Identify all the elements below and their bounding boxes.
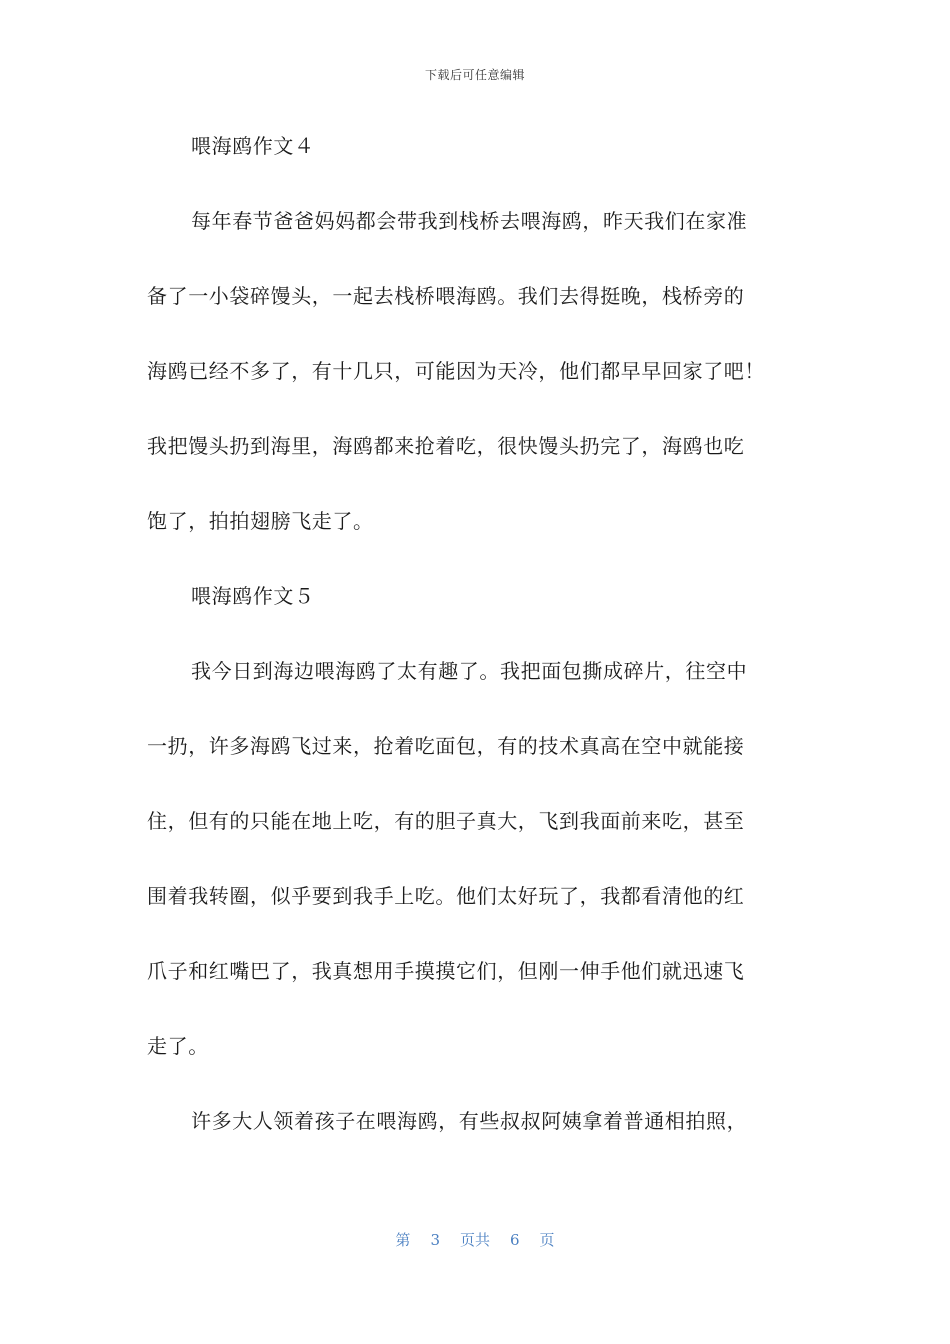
page-header-note: 下载后可任意编辑 <box>424 68 525 82</box>
paragraph-line: 许多大人领着孩子在喂海鸥，有些叔叔阿姨拿着普通相拍照， <box>191 1109 748 1133</box>
document-body <box>147 126 797 1176</box>
paragraph-line: 走了。 <box>147 1034 209 1058</box>
footer-page-number: 3 <box>430 1231 440 1249</box>
paragraph-line: 一扔，许多海鸥飞过来，抢着吃面包，有的技术真高在空中就能接 <box>147 734 745 758</box>
paragraph-line: 围着我转圈，似乎要到我手上吃。他们太好玩了，我都看清他的红 <box>147 884 745 908</box>
footer-middle: 页共 <box>459 1231 490 1249</box>
footer-prefix: 第 <box>395 1231 411 1249</box>
page-footer <box>0 1229 950 1250</box>
paragraph-line: 备了一小袋碎馒头，一起去栈桥喂海鸥。我们去得挺晚，栈桥旁的 <box>147 284 745 308</box>
paragraph-line: 我把馒头扔到海里，海鸥都来抢着吃，很快馒头扔完了，海鸥也吃 <box>147 434 745 458</box>
section-title-4: 喂海鸥作文４ <box>191 134 315 158</box>
footer-suffix: 页 <box>539 1231 555 1249</box>
paragraph-line: 住，但有的只能在地上吃，有的胆子真大，飞到我面前来吃，甚至 <box>147 809 745 833</box>
paragraph-line: 爪子和红嘴巴了，我真想用手摸摸它们，但刚一伸手他们就迅速飞 <box>147 959 745 983</box>
paragraph-line: 海鸥已经不多了，有十几只，可能因为天冷，他们都早早回家了吧！ <box>147 359 765 383</box>
paragraph-line: 饱了，拍拍翅膀飞走了。 <box>147 509 374 533</box>
paragraph-line: 我今日到海边喂海鸥了太有趣了。我把面包撕成碎片，往空中 <box>191 659 748 683</box>
footer-total-pages: 6 <box>510 1231 520 1249</box>
paragraph-line: 每年春节爸爸妈妈都会带我到栈桥去喂海鸥，昨天我们在家准 <box>191 209 748 233</box>
section-title-5: 喂海鸥作文５ <box>191 584 315 608</box>
